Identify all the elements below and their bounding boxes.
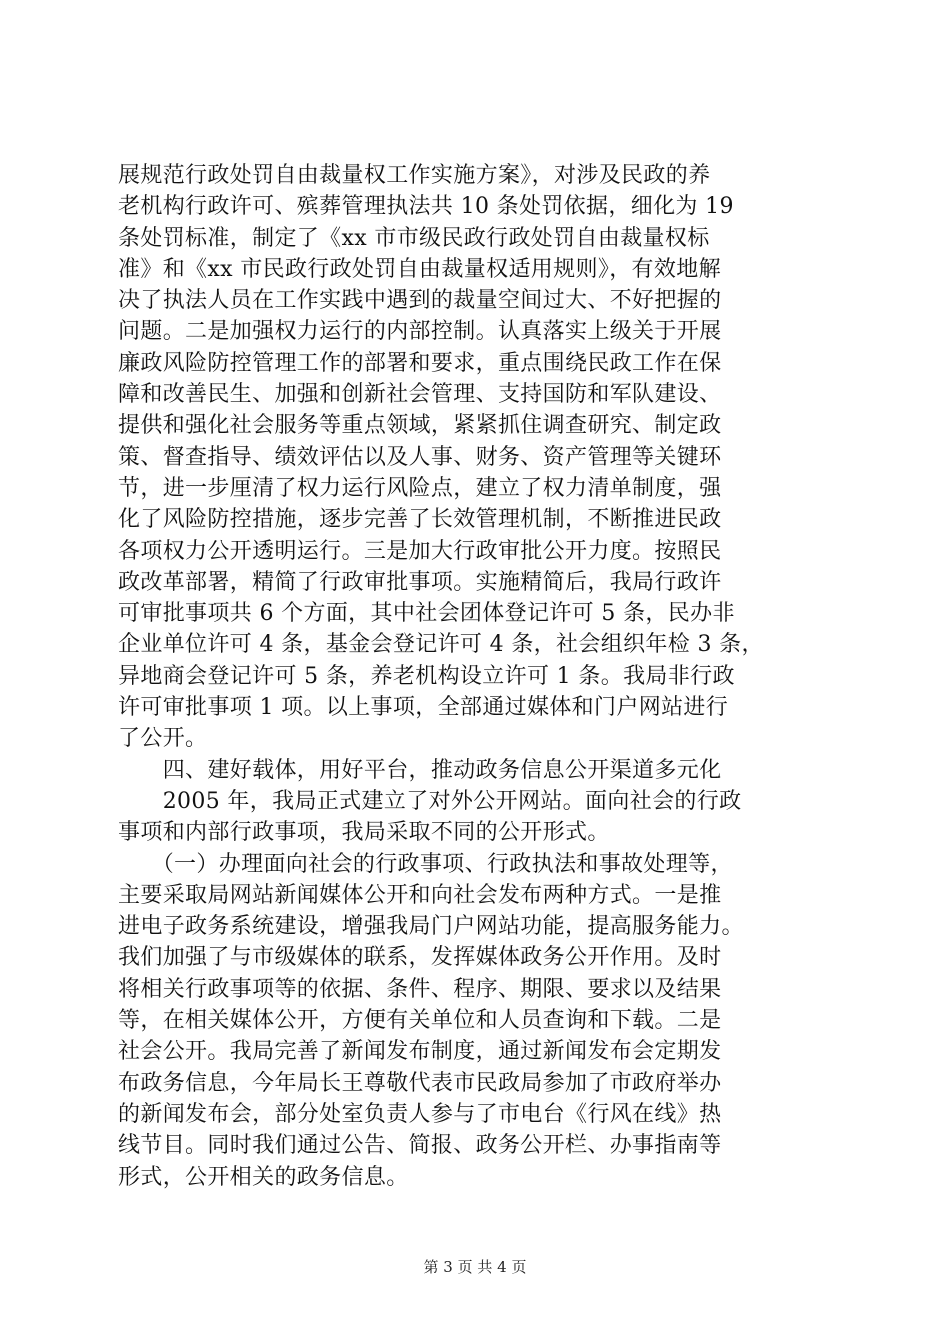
text-line: 布政务信息，今年局长王尊敬代表市民政局参加了市政府举办	[118, 1070, 722, 1096]
text-line: 异地商会登记许可 5 条，养老机构设立许可 1 条。我局非行政	[118, 663, 735, 689]
text-line: 展规范行政处罚自由裁量权工作实施方案》，对涉及民政的养	[118, 163, 711, 188]
text-line: 线节目。同时我们通过公告、简报、政务公开栏、办事指南等	[118, 1133, 722, 1159]
text-line: 2005 年，我局正式建立了对外公开网站。面向社会的行政	[118, 788, 742, 814]
text-line: 政改革部署，精简了行政审批事项。实施精简后，我局行政许	[118, 569, 722, 595]
text-line: 将相关行政事项等的依据、条件、程序、期限、要求以及结果	[118, 976, 722, 1002]
text-line: 化了风险防控措施，逐步完善了长效管理机制，不断推进民政	[118, 507, 722, 533]
text-line: 节，进一步厘清了权力运行风险点，建立了权力清单制度，强	[118, 475, 722, 501]
section-heading: 四、建好载体，用好平台，推动政务信息公开渠道多元化	[118, 757, 722, 783]
text-line: 廉政风险防控管理工作的部署和要求，重点围绕民政工作在保	[118, 350, 722, 376]
text-line: 事项和内部行政事项，我局采取不同的公开形式。	[118, 820, 610, 846]
text-line: 各项权力公开透明运行。三是加大行政审批公开力度。按照民	[118, 538, 722, 564]
text-line: 我们加强了与市级媒体的联系，发挥媒体政务公开作用。及时	[118, 945, 722, 971]
text-line: 主要采取局网站新闻媒体公开和向社会发布两种方式。一是推	[118, 882, 722, 908]
text-line: 社会公开。我局完善了新闻发布制度，通过新闻发布会定期发	[118, 1039, 722, 1065]
text-line: 等，在相关媒体公开，方便有关单位和人员查询和下载。二是	[118, 1008, 722, 1034]
page-number-footer: 第 3 页 共 4 页	[423, 1258, 527, 1276]
text-line: 提供和强化社会服务等重点领域，紧紧抓住调查研究、制定政	[118, 413, 722, 439]
text-line: 形式，公开相关的政务信息。	[118, 1164, 409, 1190]
text-line: 进电子政务系统建设，增强我局门户网站功能，提高服务能力。	[118, 914, 744, 940]
text-line: （一）办理面向社会的行政事项、行政执法和事故处理等，	[118, 851, 733, 877]
text-line: 企业单位许可 4 条，基金会登记许可 4 条，社会组织年检 3 条，	[118, 632, 764, 658]
text-line: 许可审批事项 1 项。以上事项，全部通过媒体和门户网站进行	[118, 695, 729, 721]
text-line: 了公开。	[118, 726, 208, 752]
text-line: 的新闻发布会，部分处室负责人参与了市电台《行风在线》热	[118, 1101, 722, 1127]
text-line: 条处罚标准，制定了《xx 市市级民政行政处罚自由裁量权标	[118, 225, 710, 251]
document-body	[118, 160, 838, 1193]
text-line: 老机构行政许可、殡葬管理执法共 10 条处罚依据，细化为 19	[118, 194, 734, 220]
text-line: 策、督查指导、绩效评估以及人事、财务、资产管理等关键环	[118, 444, 722, 470]
text-line: 可审批事项共 6 个方面，其中社会团体登记许可 5 条，民办非	[118, 601, 735, 627]
text-line: 障和改善民生、加强和创新社会管理、支持国防和军队建设、	[118, 382, 722, 408]
text-line: 问题。二是加强权力运行的内部控制。认真落实上级关于开展	[118, 319, 722, 345]
text-line: 准》和《xx 市民政行政处罚自由裁量权适用规则》，有效地解	[118, 256, 721, 282]
text-line: 决了执法人员在工作实践中遇到的裁量空间过大、不好把握的	[118, 288, 722, 314]
